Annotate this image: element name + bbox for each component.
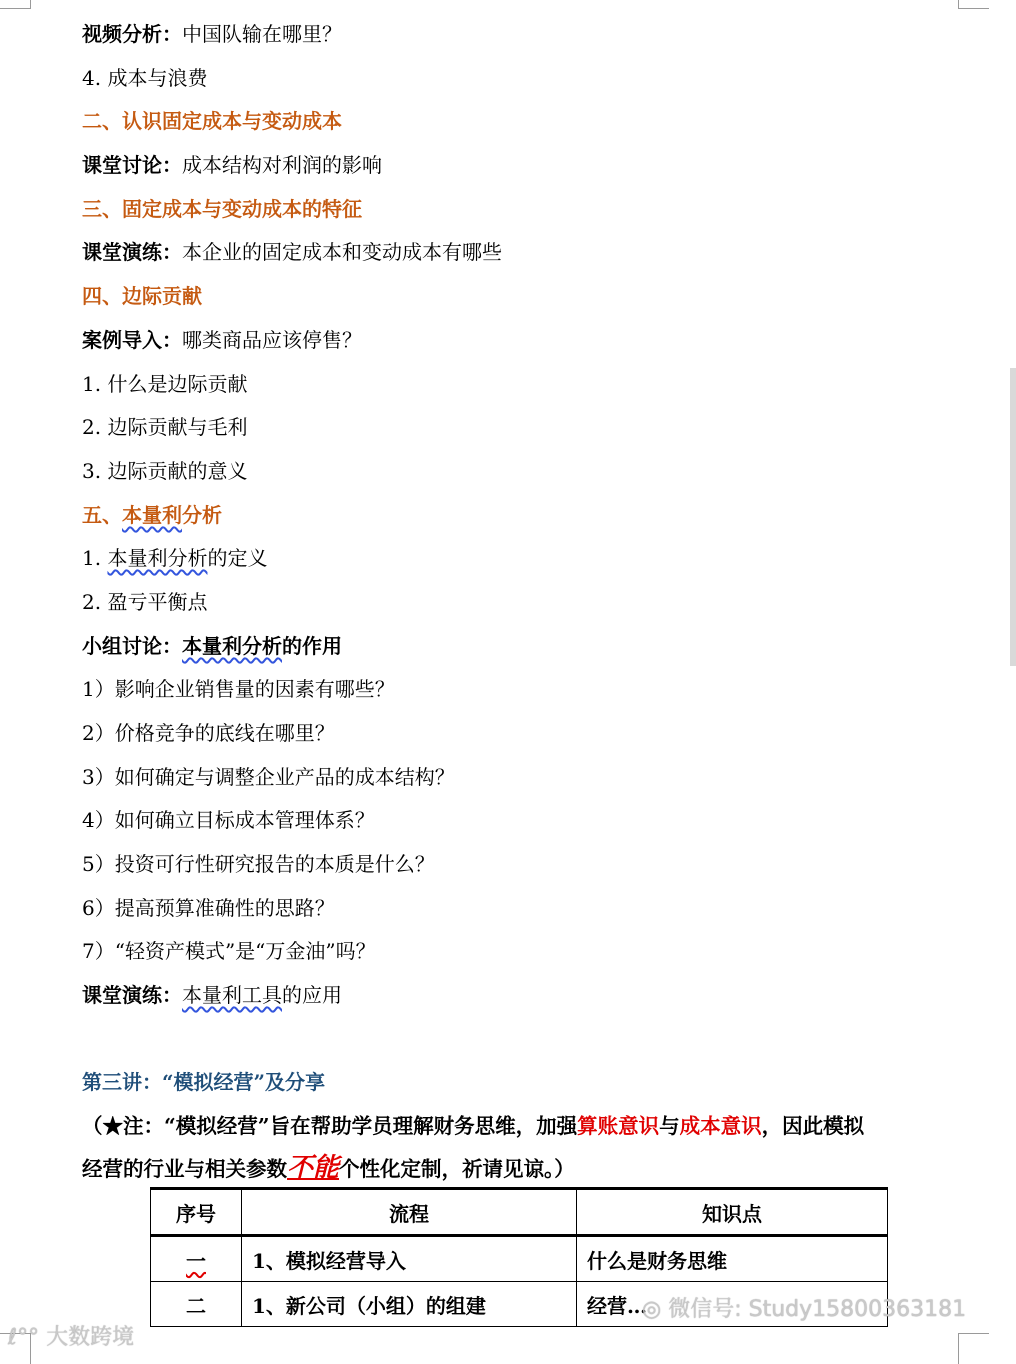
page-corner-mark — [958, 0, 989, 9]
question-item: 1）影响企业销售量的因素有哪些？ — [82, 677, 395, 701]
list-item: 2. 边际贡献与毛利 — [82, 415, 248, 439]
lecture-title: 第三讲：“模拟经营”及分享 — [82, 1070, 326, 1094]
table-cell: 经营… — [577, 1282, 888, 1327]
case-intro-line: 案例导入：哪类商品应该停售？ — [82, 328, 362, 352]
watermark-logo-icon: ℓ°° — [8, 1325, 40, 1350]
list-item: 1. 本量利分析的定义 — [82, 546, 268, 570]
question-item: 5）投资可行性研究报告的本质是什么？ — [82, 852, 435, 876]
question-item: 4）如何确立目标成本管理体系？ — [82, 808, 375, 832]
class-exercise-line: 课堂演练：本量利工具的应用 — [82, 983, 342, 1007]
section-heading: 五、本量利分析 — [82, 503, 222, 527]
class-exercise-line: 课堂演练：本企业的固定成本和变动成本有哪些 — [82, 240, 502, 264]
table-cell: 一 — [151, 1236, 242, 1282]
table-cell: 1、新公司（小组）的组建 — [242, 1282, 577, 1327]
section-heading: 二、认识固定成本与变动成本 — [82, 109, 342, 133]
list-item: 4. 成本与浪费 — [82, 66, 208, 90]
question-item: 7）“轻资产模式”是“万金油”吗？ — [82, 939, 376, 963]
vertical-scrollbar[interactable] — [1010, 368, 1016, 666]
video-analysis-line: 视频分析：中国队输在哪里？ — [82, 22, 342, 46]
table-cell: 二 — [151, 1282, 242, 1327]
question-item: 2）价格竞争的底线在哪里？ — [82, 721, 335, 745]
question-item: 3）如何确定与调整企业产品的成本结构？ — [82, 765, 455, 789]
table-cell: 1、模拟经营导入 — [242, 1236, 577, 1282]
table-header-row — [151, 1189, 888, 1236]
watermark-right: ◎ 微信号: Study15800363181 — [642, 1297, 967, 1322]
class-discussion-line: 课堂讨论：成本结构对利润的影响 — [82, 153, 382, 177]
table-row — [151, 1236, 888, 1282]
watermark-left: ℓ°° 大数跨境 — [8, 1325, 135, 1350]
section-heading: 三、固定成本与变动成本的特征 — [82, 197, 362, 221]
note-line-2: 经营的行业与相关参数不能个性化定制，祈请见谅。） — [82, 1153, 575, 1183]
note-line-1: （★注：“模拟经营”旨在帮助学员理解财务思维，加强算账意识与成本意识，因此模拟 — [82, 1114, 865, 1138]
group-discussion-line: 小组讨论：本量利分析的作用 — [82, 634, 342, 658]
list-item: 3. 边际贡献的意义 — [82, 459, 248, 483]
page-corner-mark — [0, 0, 31, 9]
table-cell: 什么是财务思维 — [577, 1236, 888, 1282]
question-item: 6）提高预算准确性的思路？ — [82, 896, 335, 920]
column-header: 流程 — [242, 1189, 577, 1236]
list-item: 2. 盈亏平衡点 — [82, 590, 208, 614]
page-corner-mark — [958, 1333, 989, 1364]
column-header: 序号 — [151, 1189, 242, 1236]
column-header: 知识点 — [577, 1189, 888, 1236]
list-item: 1. 什么是边际贡献 — [82, 372, 248, 396]
wechat-icon: ◎ — [642, 1297, 662, 1322]
section-heading: 四、边际贡献 — [82, 284, 202, 308]
